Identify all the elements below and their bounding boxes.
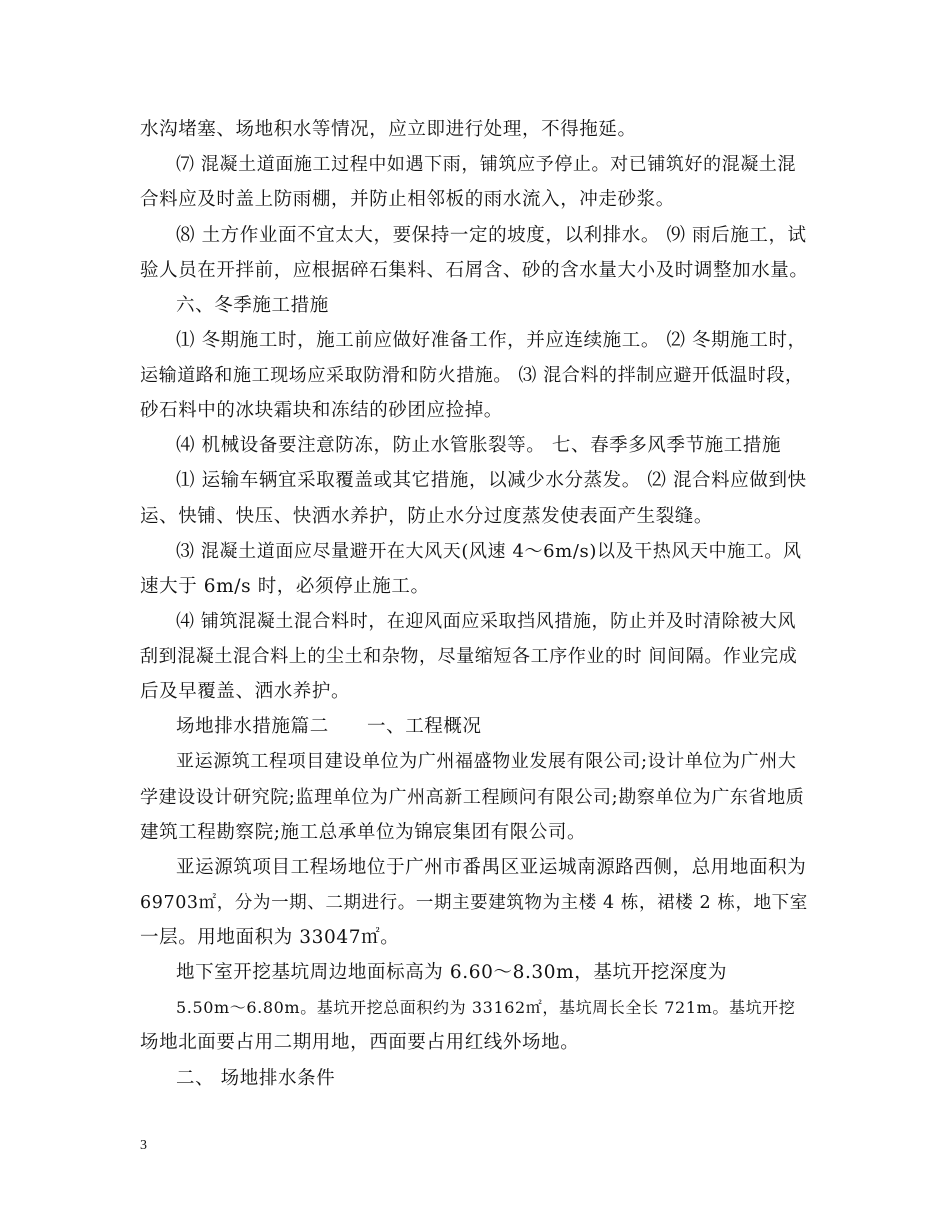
text-line: 学建设设计研究院;监理单位为广州高新工程顾问有限公司;勘察单位为广东省地质 — [140, 787, 805, 808]
text-line: 一层。用地面积为 33047㎡。 — [140, 927, 400, 948]
text-line: 地下室开挖基坑周边地面标高为 6.60～8.30m，基坑开挖深度为 — [176, 962, 728, 983]
text-line: 运输道路和施工现场应采取防滑和防火措施。 ⑶ 混合料的拌制应避开低温时段， — [140, 365, 804, 386]
section-heading: 场地排水措施篇二 一、工程概况 — [176, 716, 482, 737]
text-line: 5.50m～6.80m。基坑开挖总面积约为 33162㎡，基坑周长全长 721m。基坑开挖 — [176, 998, 796, 1017]
page-number: 3 — [140, 1138, 147, 1153]
text-line: 后及早覆盖、洒水养护。 — [140, 681, 351, 702]
text-line: 验人员在开拌前，应根据碎石集料、石屑含、砂的含水量大小及时调整加水量。 — [140, 260, 809, 281]
text-line: 合料应及时盖上防雨棚，并防止相邻板的雨水流入，冲走砂浆。 — [140, 189, 675, 210]
text-line: 运、快铺、快压、快洒水养护，防止水分过度蒸发使表面产生裂缝。 — [140, 506, 714, 527]
text-line: ⑻ 土方作业面不宜太大，要保持一定的坡度，以利排水。 ⑼ 雨后施工，试 — [176, 225, 807, 246]
text-line: 砂石料中的冰块霜块和冻结的砂团应捡掉。 — [140, 400, 503, 421]
text-line: ⑺ 混凝土道面施工过程中如遇下雨，铺筑应予停止。对已铺筑好的混凝土混 — [176, 154, 797, 175]
text-line: 水沟堵塞、场地积水等情况，应立即进行处理，不得拖延。 — [140, 119, 637, 140]
text-line: 刮到混凝土混合料上的尘土和杂物，尽量缩短各工序作业的时 间间隔。作业完成 — [140, 646, 798, 667]
text-line: ⑷ 机械设备要注意防冻，防止水管胀裂等。 七、春季多风季节施工措施 — [176, 435, 782, 456]
section-heading: 二、 场地排水条件 — [176, 1068, 336, 1089]
text-line: 亚运源筑项目工程场地位于广州市番禺区亚运城南源路西侧，总用地面积为 — [176, 857, 807, 878]
text-line: 亚运源筑工程项目建设单位为广州福盛物业发展有限公司;设计单位为广州大 — [176, 751, 797, 772]
text-line: ⑴ 冬期施工时，施工前应做好准备工作，并应连续施工。 ⑵ 冬期施工时， — [176, 330, 807, 351]
text-line: 速大于 6m/s 时，必须停止施工。 — [140, 576, 430, 597]
text-line: ⑶ 混凝土道面应尽量避开在大风天(风速 4～6m/s)以及干热风天中施工。风 — [176, 541, 802, 562]
text-line: ⑷ 铺筑混凝土混合料时，在迎风面应采取挡风措施，防止并及时清除被大风 — [176, 611, 797, 632]
section-heading: 六、冬季施工措施 — [176, 295, 329, 316]
text-line: 建筑工程勘察院;施工总承单位为锦宸集团有限公司。 — [140, 822, 587, 843]
text-line: 69703㎡，分为一期、二期进行。一期主要建筑物为主楼 4 栋，裙楼 2 栋，地下室 — [140, 893, 808, 913]
text-line: ⑴ 运输车辆宜采取覆盖或其它措施，以减少水分蒸发。 ⑵ 混合料应做到快 — [176, 470, 807, 491]
text-line: 场地北面要占用二期用地，西面要占用红线外场地。 — [140, 1032, 580, 1053]
